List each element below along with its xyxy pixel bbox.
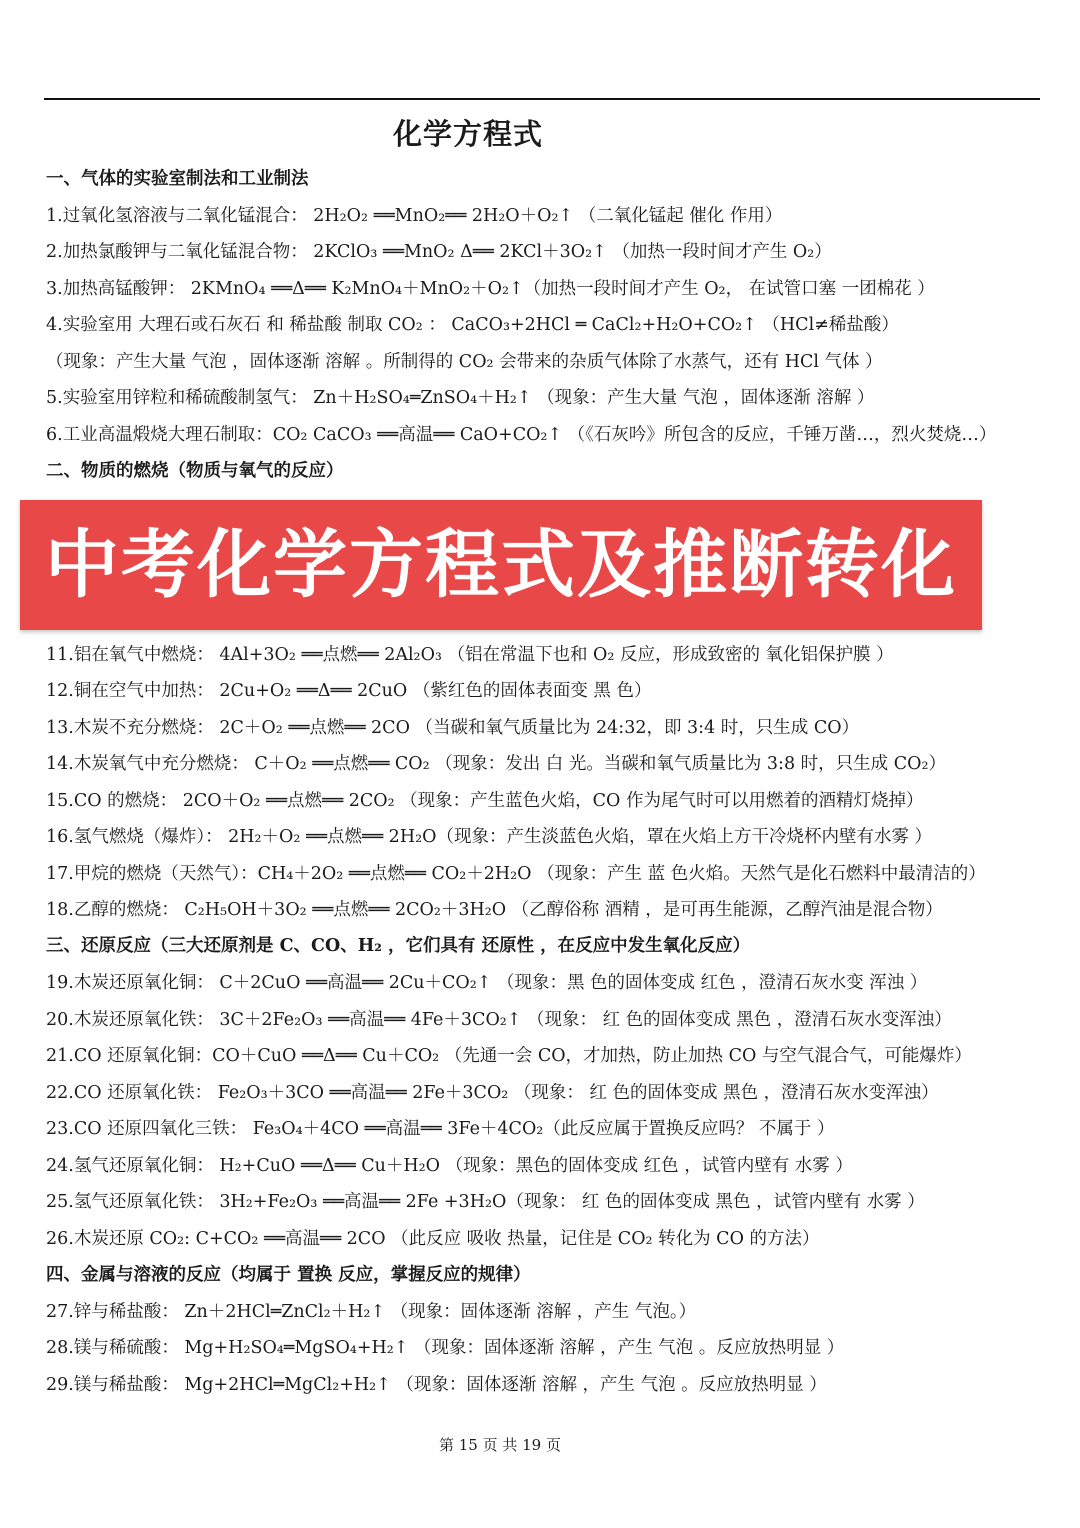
equation-line-24: 24.氢气还原氧化铜： H₂+CuO ══Δ══ Cu＋H₂O （现象：黑色的固体变成 红色 ，试管内壁有 水雾 ） <box>46 1156 853 1176</box>
equation-line-15: 15.CO 的燃烧： 2CO＋O₂ ══点燃══ 2CO₂ （现象：产生蓝色火焰，CO 作为尾气时可以用燃着的酒精灯烧掉） <box>46 791 924 811</box>
page-title: 化学方程式 <box>392 117 543 151</box>
equation-line-4-note: （现象：产生大量 气泡 ，固体逐渐 溶解 。所制得的 CO₂ 会带来的杂质气体除了水蒸气，还有 HCl 气体 ） <box>46 352 883 372</box>
equation-line-21: 21.CO 还原氧化铜：CO＋CuO ══Δ══ Cu＋CO₂ （先通一会 CO，才加热，防止加热 CO 与空气混合气，可能爆炸） <box>46 1046 972 1066</box>
equation-line-18: 18.乙醇的燃烧： C₂H₅OH＋3O₂ ══点燃══ 2CO₂＋3H₂O （乙醇俗称 酒精 ，是可再生能源，乙醇汽油是混合物） <box>46 900 943 920</box>
equation-line-3: 3.加热高锰酸钾： 2KMnO₄ ══Δ══ K₂MnO₄＋MnO₂＋O₂↑（加热一段时间才产生 O₂， 在试管口塞 一团棉花 ） <box>46 279 935 299</box>
equation-line-22: 22.CO 还原氧化铁： Fe₂O₃＋3CO ══高温══ 2Fe＋3CO₂ （现象： 红 色的固体变成 黑色 ，澄清石灰水变浑浊） <box>46 1083 939 1103</box>
section-heading-4: 四、金属与溶液的反应（均属于 置换 反应，掌握反应的规律） <box>46 1265 531 1285</box>
equation-line-16: 16.氢气燃烧（爆炸）： 2H₂＋O₂ ══点燃══ 2H₂O（现象：产生淡蓝色火焰，罩在火焰上方干冷烧杯内壁有水雾 ） <box>46 827 933 847</box>
equation-line-23: 23.CO 还原四氧化三铁： Fe₃O₄＋4CO ══高温══ 3Fe＋4CO₂（此反应属于置换反应吗？ 不属于 ） <box>46 1119 835 1139</box>
equation-line-5: 5.实验室用锌粒和稀硫酸制氢气： Zn＋H₂SO₄═ZnSO₄＋H₂↑ （现象：产生大量 气泡 ，固体逐渐 溶解 ） <box>46 388 875 408</box>
equation-line-25: 25.氢气还原氧化铁： 3H₂+Fe₂O₃ ══高温══ 2Fe +3H₂O（现象： 红 色的固体变成 黑色 ，试管内壁有 水雾 ） <box>46 1192 925 1212</box>
equation-line-20: 20.木炭还原氧化铁： 3C＋2Fe₂O₃ ══高温══ 4Fe＋3CO₂↑ （现象： 红 色的固体变成 黑色 ，澄清石灰水变浑浊） <box>46 1010 952 1030</box>
section-heading-1: 一、气体的实验室制法和工业制法 <box>46 169 309 189</box>
top-rule <box>44 98 1040 100</box>
equation-line-1: 1.过氧化氢溶液与二氧化锰混合： 2H₂O₂ ══MnO₂══ 2H₂O＋O₂↑ （二氧化锰起 催化 作用） <box>46 206 783 226</box>
equation-line-17: 17.甲烷的燃烧（天然气）：CH₄＋2O₂ ══点燃══ CO₂＋2H₂O （现象：产生 蓝 色火焰。天然气是化石燃料中最清洁的） <box>46 864 986 884</box>
page-footer: 第 15 页 共 19 页 <box>438 1436 561 1454</box>
equation-line-26: 26.木炭还原 CO₂: C+CO₂ ══高温══ 2CO （此反应 吸收 热量，记住是 CO₂ 转化为 CO 的方法） <box>46 1229 820 1249</box>
equation-line-4: 4.实验室用 大理石或石灰石 和 稀盐酸 制取 CO₂ ： CaCO₃+2HCl ═ CaCl₂+H₂O+CO₂↑ （HCl≠稀盐酸） <box>46 315 899 335</box>
equation-line-19: 19.木炭还原氧化铜： C＋2CuO ══高温══ 2Cu＋CO₂↑ （现象：黑 色的固体变成 红色 ，澄清石灰水变 浑浊 ） <box>46 973 928 993</box>
equation-line-14: 14.木炭氧气中充分燃烧： C＋O₂ ══点燃══ CO₂ （现象：发出 白 光。当碳和氧气质量比为 3:8 时，只生成 CO₂） <box>46 754 946 774</box>
equation-line-13: 13.木炭不充分燃烧： 2C＋O₂ ══点燃══ 2CO （当碳和氧气质量比为 24:32，即 3:4 时，只生成 CO） <box>46 718 860 738</box>
equation-line-12: 12.铜在空气中加热： 2Cu+O₂ ══Δ══ 2CuO （紫红色的固体表面变 黑 色） <box>46 681 652 701</box>
section-heading-3: 三、还原反应（三大还原剂是 C、CO、H₂ ，它们具有 还原性 ，在反应中发生氧化反应） <box>46 936 751 956</box>
equation-line-29: 29.镁与稀盐酸： Mg+2HCl═MgCl₂+H₂↑ （现象：固体逐渐 溶解 ，产生 气泡 。反应放热明显 ） <box>46 1375 827 1395</box>
section-heading-2: 二、物质的燃烧（物质与氧气的反应） <box>46 461 344 481</box>
equation-line-27: 27.锌与稀盐酸： Zn＋2HCl═ZnCl₂＋H₂↑ （现象：固体逐渐 溶解 ，产生 气泡。） <box>46 1302 697 1322</box>
equation-line-6: 6.工业高温煅烧大理石制取：CO₂ CaCO₃ ══高温══ CaO+CO₂↑ （《石灰吟》所包含的反应，千锤万凿…，烈火焚烧…） <box>46 425 997 445</box>
equation-line-2: 2.加热氯酸钾与二氧化锰混合物： 2KClO₃ ══MnO₂ Δ══ 2KCl＋3O₂↑ （加热一段时间才产生 O₂） <box>46 242 832 262</box>
title-banner: 中考化学方程式及推断转化 <box>20 500 982 630</box>
equation-line-11: 11.铝在氧气中燃烧： 4Al+3O₂ ══点燃══ 2Al₂O₃ （铝在常温下也和 O₂ 反应，形成致密的 氧化铝保护膜 ） <box>46 645 894 665</box>
equation-line-28: 28.镁与稀硫酸： Mg+H₂SO₄═MgSO₄+H₂↑ （现象：固体逐渐 溶解 ，产生 气泡 。反应放热明显 ） <box>46 1338 845 1358</box>
